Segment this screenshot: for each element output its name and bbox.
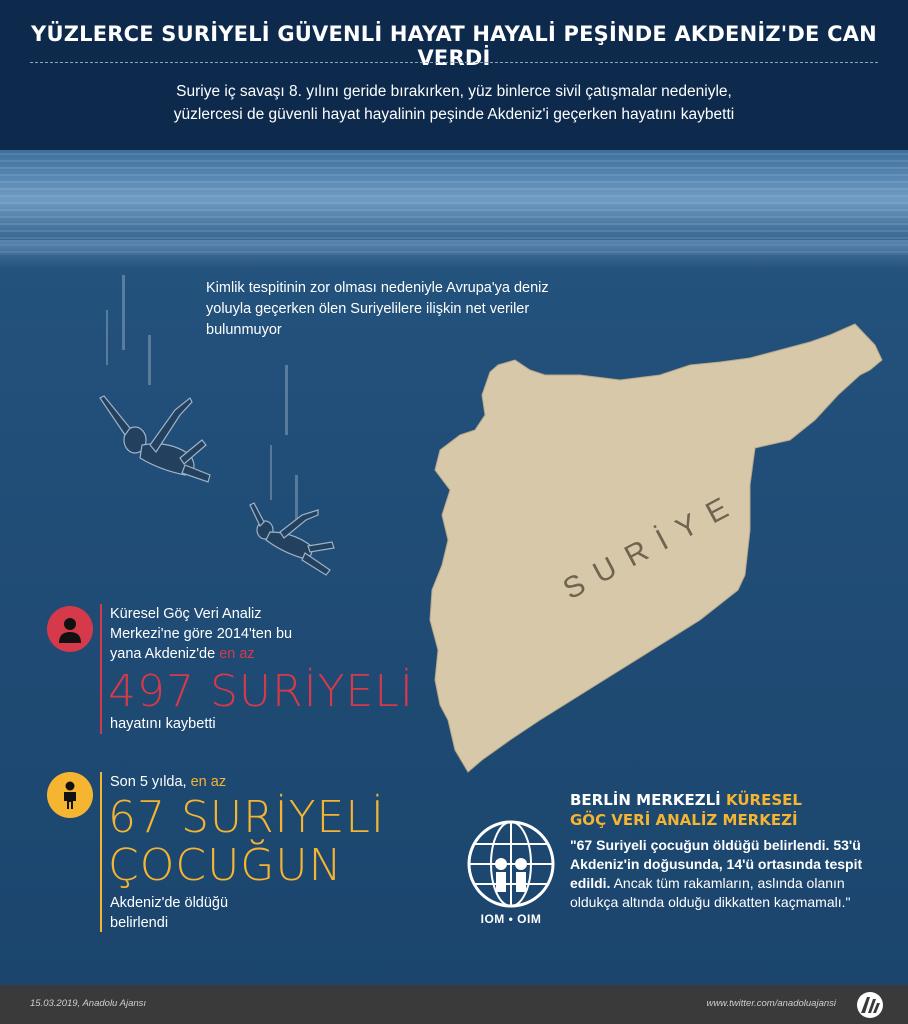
stat2-big-line1: 67 SURİYELİ <box>108 792 385 843</box>
header <box>0 0 908 165</box>
iom-logo <box>465 818 557 910</box>
stat1-line3-text: yana Akdeniz'de <box>110 646 220 662</box>
map-country-label: SURİYE <box>557 485 747 607</box>
stat2-line1-text: Son 5 yılda, <box>110 774 191 790</box>
stat1-big-number: 497 SURİYELİ <box>108 666 414 717</box>
syria-map <box>420 320 890 780</box>
iom-logo-label: IOM • OIM <box>480 912 542 926</box>
bubble-trail <box>270 445 272 500</box>
bubble-trail <box>122 275 125 350</box>
title-divider <box>30 62 878 63</box>
drowning-figures-illustration <box>80 270 360 590</box>
anadolu-agency-logo-icon <box>856 991 884 1019</box>
iom-title <box>570 790 870 830</box>
sea-surface-edge <box>0 240 908 270</box>
bubble-trail <box>148 335 151 385</box>
iom-quote <box>570 836 870 912</box>
footer <box>0 985 908 1024</box>
stat1-footer: hayatını kaybetti <box>110 716 216 732</box>
bubble-trail <box>106 310 108 365</box>
stat1-line2: Merkezi'ne göre 2014'ten bu <box>110 626 293 642</box>
stat1-line1: Küresel Göç Veri Analiz <box>110 606 262 622</box>
bubble-trail <box>285 365 288 435</box>
iom-title-line1 <box>570 790 870 810</box>
stat2-footer <box>110 893 228 933</box>
stat2-accent-bar <box>100 772 102 932</box>
stat2-highlight: en az <box>190 774 227 790</box>
stat1-accent-bar <box>100 604 102 734</box>
page-title: YÜZLERCE SURİYELİ GÜVENLİ HAYAT HAYALİ PEŞİNDE AKDENİZ'DE CAN VERDİ <box>31 22 877 70</box>
stat1-text <box>110 604 350 664</box>
iom-quote-rest: Ancak tüm rakamların, aslında olanın oldukça altında olduğu dikkatten kaçmamalı." <box>570 875 851 910</box>
footer-twitter-link[interactable]: www.twitter.com/anadoluajansi <box>706 998 836 1009</box>
child-icon <box>47 772 93 818</box>
stat2-line1 <box>110 772 226 792</box>
person-icon <box>47 606 93 652</box>
page-subtitle: Suriye iç savaşı 8. yılını geride bırakırken, yüz binlerce sivil çatışmalar nedeniyle, yüzlercesi de güvenli hayat hayalinin peşinde Akdeniz'i geçerken hayatını kaybetti <box>173 83 735 123</box>
drowning-figure-small <box>250 503 334 575</box>
iom-title-line2: GÖÇ VERİ ANALİZ MERKEZİ <box>570 811 798 829</box>
drowning-figure-large <box>100 396 210 482</box>
bubble-trail <box>295 475 298 520</box>
stat2-footer-line1: Akdeniz'de öldüğü <box>110 895 229 911</box>
iom-title-b: KÜRESEL <box>725 791 802 809</box>
stat2-footer-line2: belirlendi <box>110 915 169 931</box>
stat2-big-line2: ÇOCUĞUN <box>108 840 343 891</box>
iom-title-a: BERLİN MERKEZLİ <box>570 791 726 809</box>
stat1-highlight: en az <box>219 646 255 662</box>
stat1-line3 <box>110 644 350 664</box>
iom-quote-bold: "67 Suriyeli çocuğun öldüğü belirlendi. 53'ü Akdeniz'in doğusunda, 14'ü ortasında tespit edildi. <box>570 837 863 891</box>
footer-date: 15.03.2019, Anadolu Ajansı <box>30 998 147 1009</box>
no-data-note: Kimlik tespitinin zor olması nedeniyle Avrupa'ya deniz yoluyla geçerken ölen Suriyelilere ilişkin net veriler bulunmuyor <box>206 280 549 338</box>
